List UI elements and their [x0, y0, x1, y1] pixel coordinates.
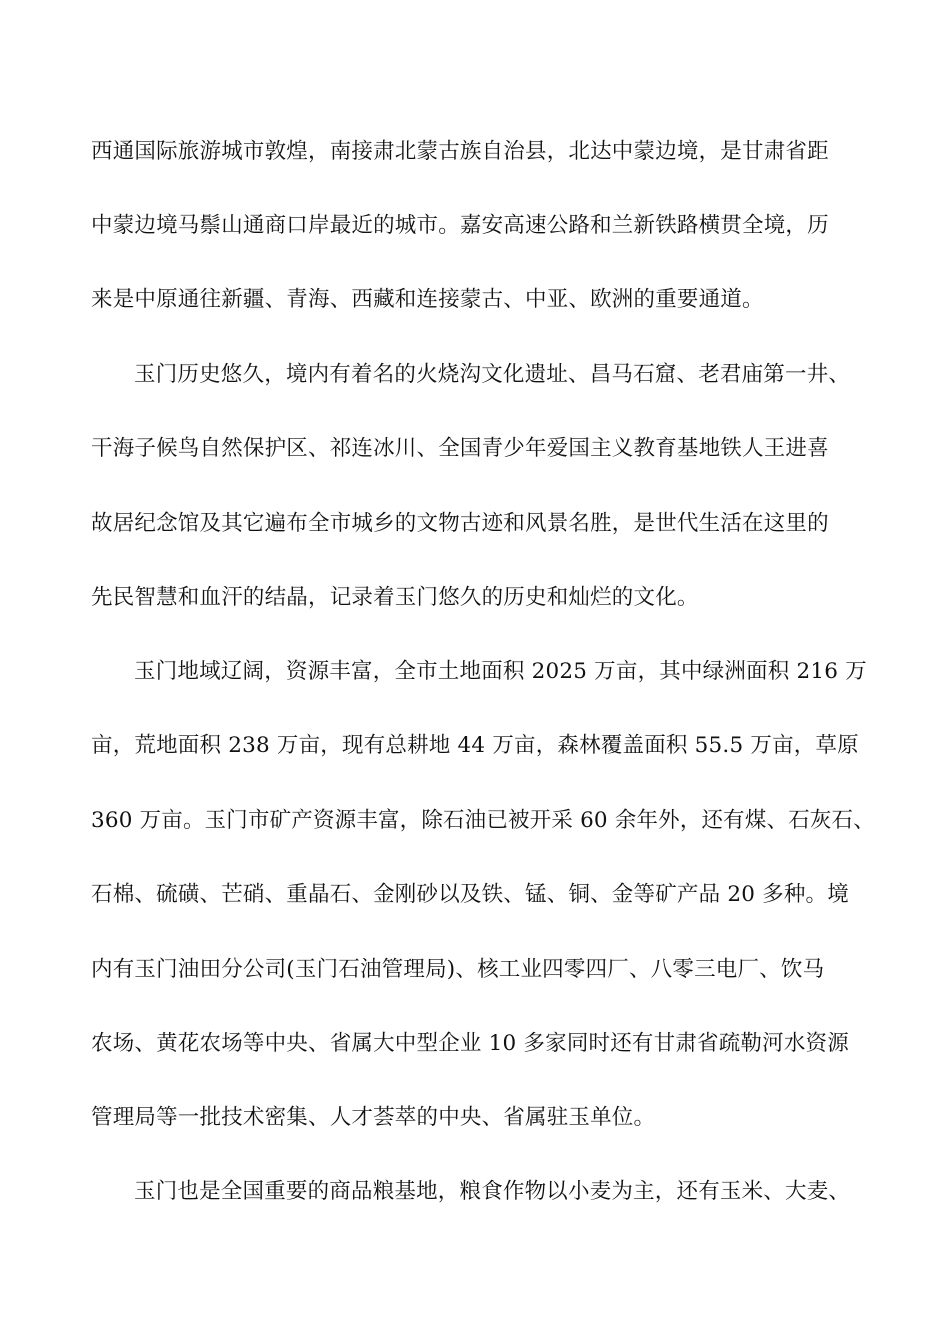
text-line: 内有玉门油田分公司(玉门石油管理局)、核工业四零四厂、八零三电厂、饮马 [91, 957, 825, 982]
paragraph-start-line: 玉门历史悠久，境内有着名的火烧沟文化遗址、昌马石窟、老君庙第一井、 [134, 362, 851, 387]
paragraph-start-line: 玉门地域辽阔，资源丰富，全市土地面积 2025 万亩，其中绿洲面积 216 万 [134, 659, 867, 684]
text-line: 360 万亩。玉门市矿产资源丰富，除石油已被开采 60 余年外，还有煤、石灰石、 [91, 808, 875, 833]
text-line: 中蒙边境马鬃山通商口岸最近的城市。嘉安高速公路和兰新铁路横贯全境，历 [91, 213, 829, 238]
text-line: 先民智慧和血汗的结晶，记录着玉门悠久的历史和灿烂的文化。 [91, 585, 699, 610]
text-line: 西通国际旅游城市敦煌，南接肃北蒙古族自治县，北达中蒙边境，是甘肃省距 [91, 139, 829, 164]
text-line: 干海子候鸟自然保护区、祁连冰川、全国青少年爱国主义教育基地铁人王进喜 [91, 436, 829, 461]
text-line: 亩，荒地面积 238 万亩，现有总耕地 44 万亩，森林覆盖面积 55.5 万亩，草原 [91, 733, 859, 758]
text-line: 农场、黄花农场等中央、省属大中型企业 10 多家同时还有甘肃省疏勒河水资源 [91, 1031, 849, 1056]
text-line: 故居纪念馆及其它遍布全市城乡的文物古迹和风景名胜，是世代生活在这里的 [91, 511, 829, 536]
paragraph-start-line: 玉门也是全国重要的商品粮基地，粮食作物以小麦为主，还有玉米、大麦、 [134, 1179, 851, 1204]
text-line: 石棉、硫磺、芒硝、重晶石、金刚砂以及铁、锰、铜、金等矿产品 20 多种。境 [91, 882, 849, 907]
text-line: 来是中原通往新疆、青海、西藏和连接蒙古、中亚、欧洲的重要通道。 [91, 287, 764, 312]
text-line: 管理局等一批技术密集、人才荟萃的中央、省属驻玉单位。 [91, 1105, 656, 1130]
